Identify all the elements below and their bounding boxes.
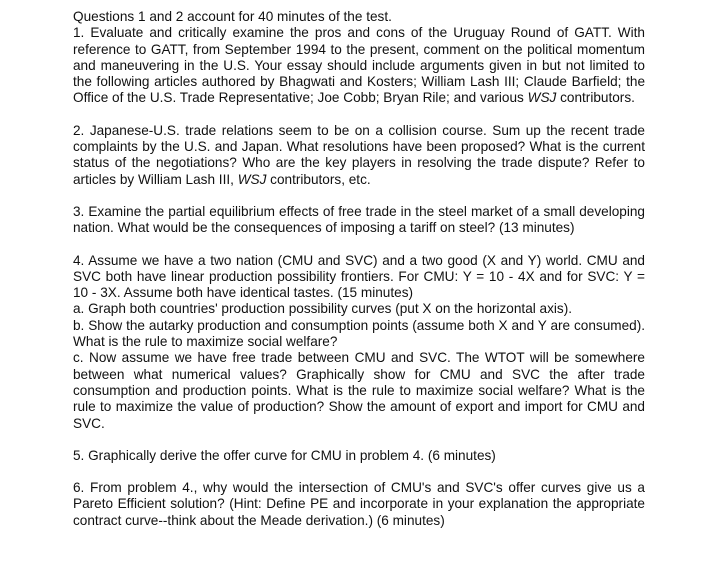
spacer xyxy=(73,432,645,448)
question-4b: b. Show the autarky production and consumption points (assume both X and Y are consumed). What is the rule to maximize social welfare? xyxy=(73,317,645,350)
wsj-reference: WSJ xyxy=(527,90,557,106)
spacer xyxy=(73,107,645,123)
question-1 xyxy=(73,25,645,106)
question-2-text: 2. Japanese-U.S. trade relations seem to be on a collision course. Sum up the recent trade complaints by the U.S. and Japan. What resolutions have been proposed? What is the current status of the negotiations? Who are the key players in resolving the trade dispute? Refer to articles by William Lash III, xyxy=(73,122,645,187)
question-2 xyxy=(73,123,645,188)
wsj-reference: WSJ xyxy=(237,171,267,187)
intro-line: Questions 1 and 2 account for 40 minutes of the test. xyxy=(73,9,392,24)
question-4a: a. Graph both countries' production possibility curves (put X on the horizontal axis). xyxy=(73,301,573,317)
question-4c: c. Now assume we have free trade between CMU and SVC. The WTOT will be somewhere between what numerical values? Graphically show for CMU and SVC the after trade consumption and production points. What is the rule to maximize social welfare? What is the rule to maximize the value of production? Show the amount of export and import for CMU and SVC. xyxy=(73,350,645,431)
question-3: 3. Examine the partial equilibrium effects of free trade in the steel market of a small developing nation. What would be the consequences of imposing a tariff on steel? (13 minutes) xyxy=(73,203,645,236)
question-6: 6. From problem 4., why would the intersection of CMU's and SVC's offer curves give us a Pareto Efficient solution? (Hint: Define PE and incorporate in your explanation the appropriate contract curve--think about the Meade derivation.) (6 minutes) xyxy=(73,480,645,528)
question-5: 5. Graphically derive the offer curve for CMU in problem 4. (6 minutes) xyxy=(73,447,496,463)
question-2-text-end: contributors, etc. xyxy=(266,171,371,187)
question-1-text-end: contributors. xyxy=(556,90,635,106)
question-1-text: 1. Evaluate and critically examine the pros and cons of the Uruguay Round of GATT. With reference to GATT, from September 1994 to the present, comment on the political momentum and maneuvering in the U.S. Your essay should include arguments given in but not limited to the following articles authored by Bhagwati and Kosters; William Lash III; Claude Barfield; the Office of the U.S. Trade Representative; Joe Cobb; Bryan Rile; and various xyxy=(73,25,645,106)
spacer xyxy=(73,237,645,253)
question-4: 4. Assume we have a two nation (CMU and SVC) and a two good (X and Y) world. CMU and SVC both have linear production possibility frontiers. For CMU: Y = 10 - 4X and for SVC: Y = 10 - 3X. Assume both have identical tastes. (15 minutes) xyxy=(73,252,645,301)
exam-document xyxy=(73,9,645,529)
spacer xyxy=(73,464,645,480)
spacer xyxy=(73,188,645,204)
